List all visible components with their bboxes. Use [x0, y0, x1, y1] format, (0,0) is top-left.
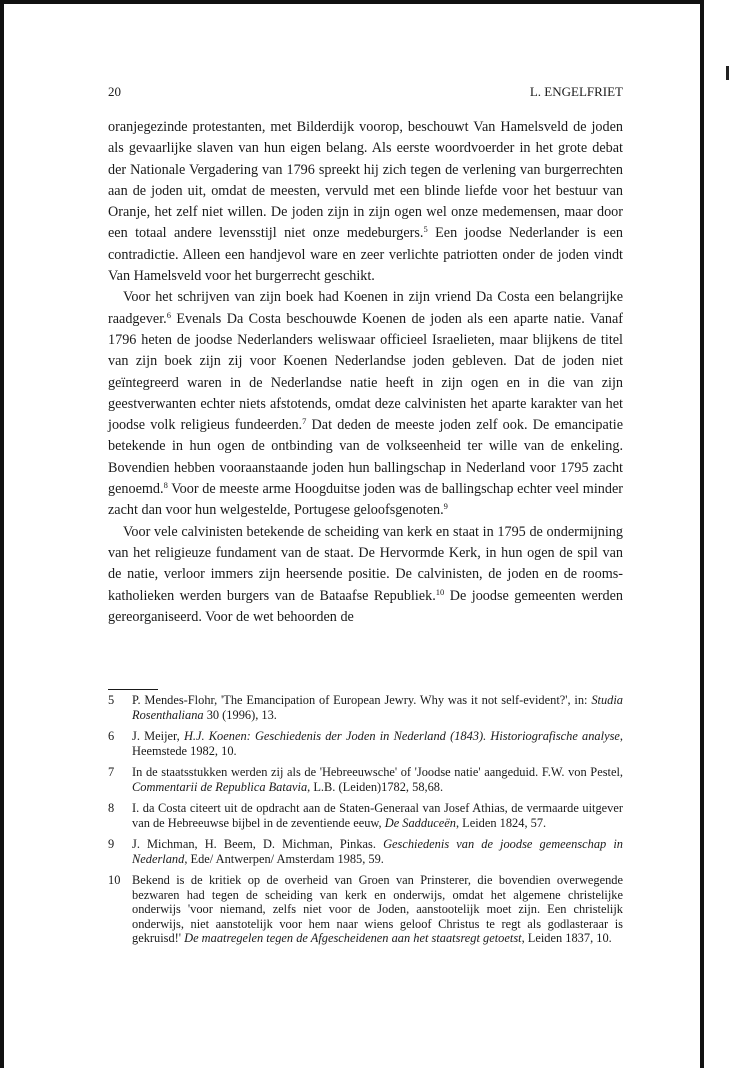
footnote-ref: 5 — [423, 224, 428, 235]
footnote-number: 8 — [108, 801, 115, 815]
footnote-divider — [108, 689, 158, 690]
footnote-ref: 9 — [443, 501, 448, 512]
paragraph-2: Voor het schrijven van zijn boek had Koenen in zijn vriend Da Costa een belangrijke raadgever.$^6$ Evenals Da Costa beschouwde Koenen de joden als een aparte natie. Vanaf 1796 heten de joodse Nederlanders weliswaar officieel Israelieten, maar blijkens de titel van zijn boek zijn zij voor Koenen Nederlandse joden gebleven. Dat de joden niet geïntegreerd waren in de Nederlandse natie heeft in zijn ogen en in die van zijn geestverwanten echter niets afstotends, omdat deze calvinisten het aparte karakter van het joodse volk religieus fundeerden.$^7$ Dat deden de meeste joden zelf ook. De emancipatie betekende in hun ogen de ontbinding van de volkseenheid ter wille van de enkeling. Bovendien hebben vooraanstaande joden hun ballingschap in Nederland voor 1795 zacht genoemd.$^8$ Voor de meeste arme Hoogduitse joden was de ballingschap echter veel minder zacht dan voor hun welgestelde, Portugese geloofsgenoten.$^9$ — [108, 289, 623, 519]
footnote-ref: 6 — [166, 309, 171, 320]
page-number: 20 — [108, 84, 121, 99]
footnote-text: J. Michman, H. Beem, D. Michman, Pinkas. Geschiedenis van de joodse gemeenschap in Nederland, Ede/ Antwerpen/ Amsterdam 1985, 59. — [132, 837, 623, 866]
scan-border-left — [0, 0, 4, 1068]
footnote-number: 10 — [108, 873, 121, 887]
footnote-5 — [108, 693, 623, 722]
footnote-7 — [108, 765, 623, 794]
footnote-number: 7 — [108, 765, 115, 779]
footnote-text: J. Meijer, H.J. Koenen: Geschiedenis der Joden in Nederland (1843). Historiografische analyse, Heemstede 1982, 10. — [132, 729, 623, 758]
footnote-number: 9 — [108, 837, 115, 851]
running-head: L. ENGELFRIET — [529, 84, 623, 99]
footnote-text: Bekend is de kritiek op de overheid van Groen van Prinsterer, die bovendien overwegende bezwaren had tegen de scheiding van kerk en onderwijs, omdat het algemene christelijke onderwijs 'voor niemand, zelfs niet voor de Joden, aanstootelijk moet zijn. Een christelijk onderwijs, niet aanstotelijk voor hem naar wiens geloof Christus te regt als godlasteraar is gekruisd!' De maatregelen tegen de Afgescheidenen aan het staatsregt getoetst, Leiden 1837, 10. — [132, 873, 623, 945]
page-header — [108, 84, 623, 104]
footnote-ref: 8 — [163, 480, 168, 491]
footnote-6 — [108, 729, 623, 758]
scan-border-right — [700, 0, 704, 1068]
footnote-text: P. Mendes-Flohr, 'The Emancipation of European Jewry. Why was it not self-evident?', in: Studia Rosenthaliana 30 (1996), 13. — [132, 693, 623, 722]
footnote-number: 5 — [108, 693, 115, 707]
footnote-8 — [108, 801, 623, 830]
paragraph-3: Voor vele calvinisten betekende de scheiding van kerk en staat in 1795 de ondermijning van het religieuze fundament van de staat. De Hervormde Kerk, in hun ogen de spil van de natie, verloor immers zijn heersende positie. De calvinisten, de joden en de rooms-katholieken werden burgers van de Bataafse Republiek.$^{10}$ De joodse gemeenten werden gereorganiseerd. Voor de wet behoorden de — [108, 523, 623, 625]
body-text — [108, 117, 623, 628]
footnote-ref: 10 — [435, 586, 445, 597]
footnote-10 — [108, 873, 623, 946]
scan-mark — [726, 66, 729, 80]
paragraph-1: oranjegezinde protestanten, met Bilderdijk voorop, beschouwt Van Hamelsveld de joden als gevaarlijke slaven van hun eigen belang. Als eerste woordvoerder in het grote debat der Nationale Vergadering van 1796 spreekt hij zich tegen de verlening van burgerrechten aan de joden uit, omdat de meesten, vervuld met een blinde liefde voor het bestuur van Oranje, het zelf niet willen. De joden zijn in zijn ogen wel onze medemensen, maar door een totaal andere levensstijl niet onze medeburgers.$^5$ Een joodse Nederlander is een contradictie. Alleen een handjevol ware en zeer verlichte patriotten onder de joden vindt Van Hamelsveld voor het burgerrecht geschikt. — [108, 119, 623, 285]
footnote-text: In de staatsstukken werden zij als de 'Hebreeuwsche' of 'Joodse natie' aangeduid. F.W. von Pestel, Commentarii de Republica Batavia, L.B. (Leiden)1782, 58,68. — [132, 765, 623, 794]
footnotes — [108, 693, 623, 953]
footnote-9 — [108, 837, 623, 866]
footnote-number: 6 — [108, 729, 115, 743]
footnote-text: I. da Costa citeert uit de opdracht aan de Staten-Generaal van Josef Athias, de vermaarde uitgever van de Hebreeuwse bijbel in de zeventiende eeuw, De Sadduceën, Leiden 1824, 57. — [132, 801, 623, 830]
scan-border-top — [0, 0, 700, 4]
footnote-ref: 7 — [302, 416, 307, 427]
